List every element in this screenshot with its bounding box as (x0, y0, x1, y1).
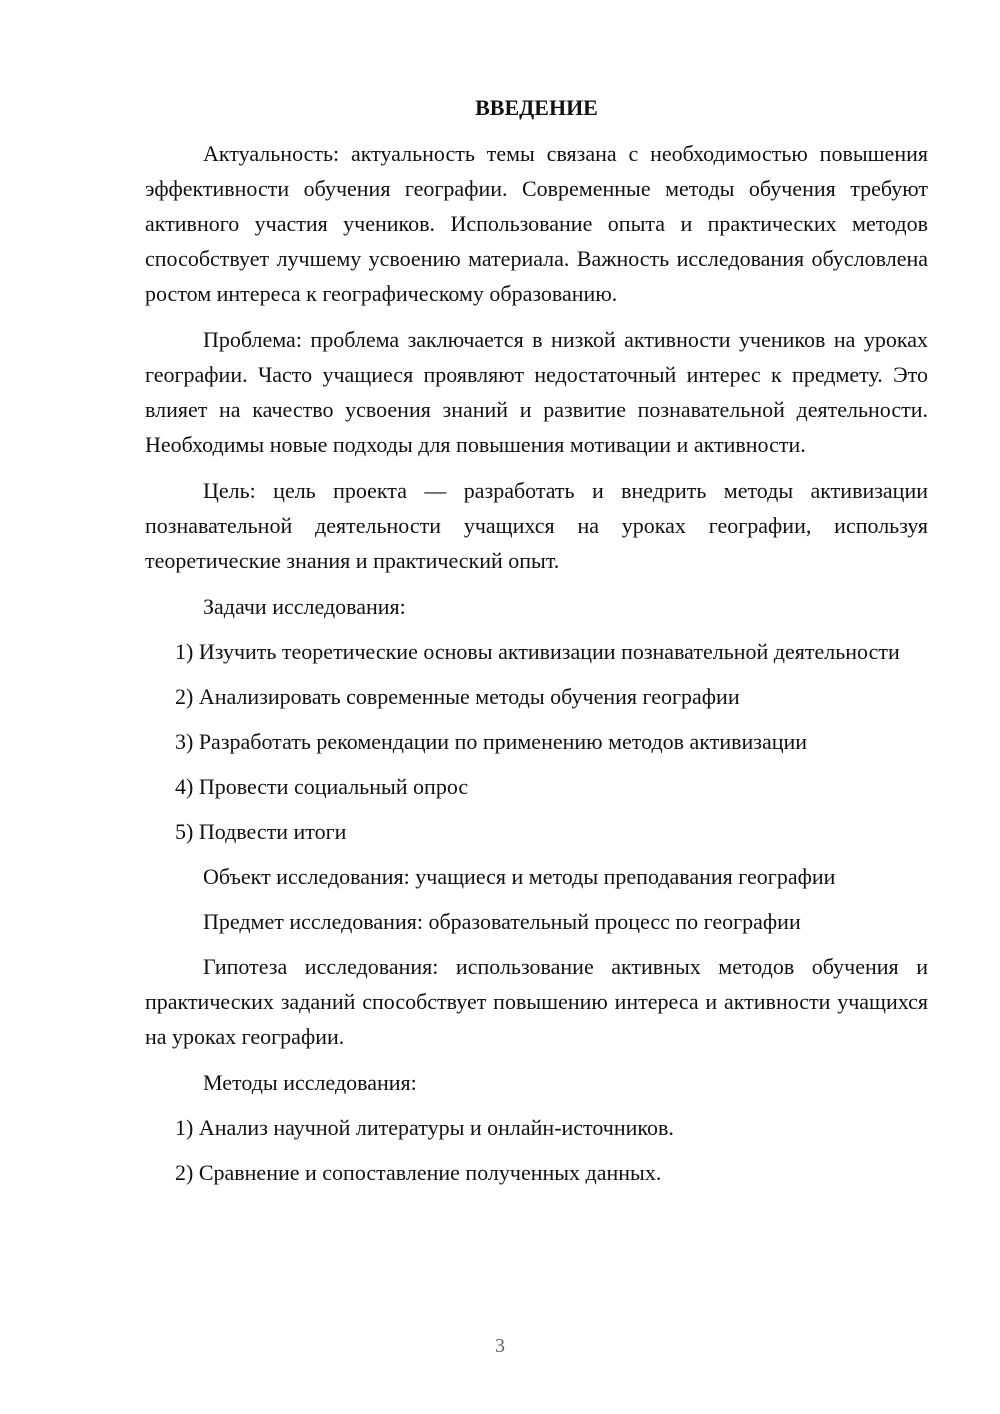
page-number: 3 (495, 1335, 505, 1357)
object-line: Объект исследования: учащиеся и методы преподавания географии (203, 864, 836, 889)
task-item: 3) Разработать рекомендации по применению методов активизации (175, 729, 808, 754)
relevance-paragraph: Актуальность: актуальность темы связана с необходимостью повышения эффективности обучения географии. Современные методы обучения требуют активного участия учеников. Использование опыта и практических методов способствует лучшему усвоению материала. Важность исследования обусловлена ростом интереса к географическому образованию. (145, 141, 928, 306)
subject-line: Предмет исследования: образовательный процесс по географии (203, 909, 801, 934)
task-item: 5) Подвести итоги (175, 819, 347, 844)
hypothesis-paragraph: Гипотеза исследования: использование активных методов обучения и практических заданий способствует повышению интереса и активности учащихся на уроках географии. (145, 954, 928, 1049)
problem-paragraph: Проблема: проблема заключается в низкой активности учеников на уроках географии. Часто учащиеся проявляют недостаточный интерес к предмету. Это влияет на качество усвоения знаний и развитие познавательной деятельности. Необходимы новые подходы для повышения мотивации и активности. (145, 327, 928, 457)
task-item: 4) Провести социальный опрос (175, 774, 469, 799)
method-item: 2) Сравнение и сопоставление полученных данных. (175, 1160, 662, 1185)
methods-heading: Методы исследования: (203, 1070, 417, 1095)
task-item: 1) Изучить теоретические основы активизации познавательной деятельности (175, 639, 900, 664)
page-title: ВВЕДЕНИЕ (475, 95, 598, 120)
tasks-heading: Задачи исследования: (203, 594, 406, 619)
task-item: 2) Анализировать современные методы обучения географии (175, 684, 740, 709)
page-content (145, 94, 928, 1200)
goal-paragraph: Цель: цель проекта — разработать и внедрить методы активизации познавательной деятельности учащихся на уроках географии, используя теоретические знания и практический опыт. (145, 478, 928, 573)
method-item: 1) Анализ научной литературы и онлайн-источников. (175, 1115, 674, 1140)
